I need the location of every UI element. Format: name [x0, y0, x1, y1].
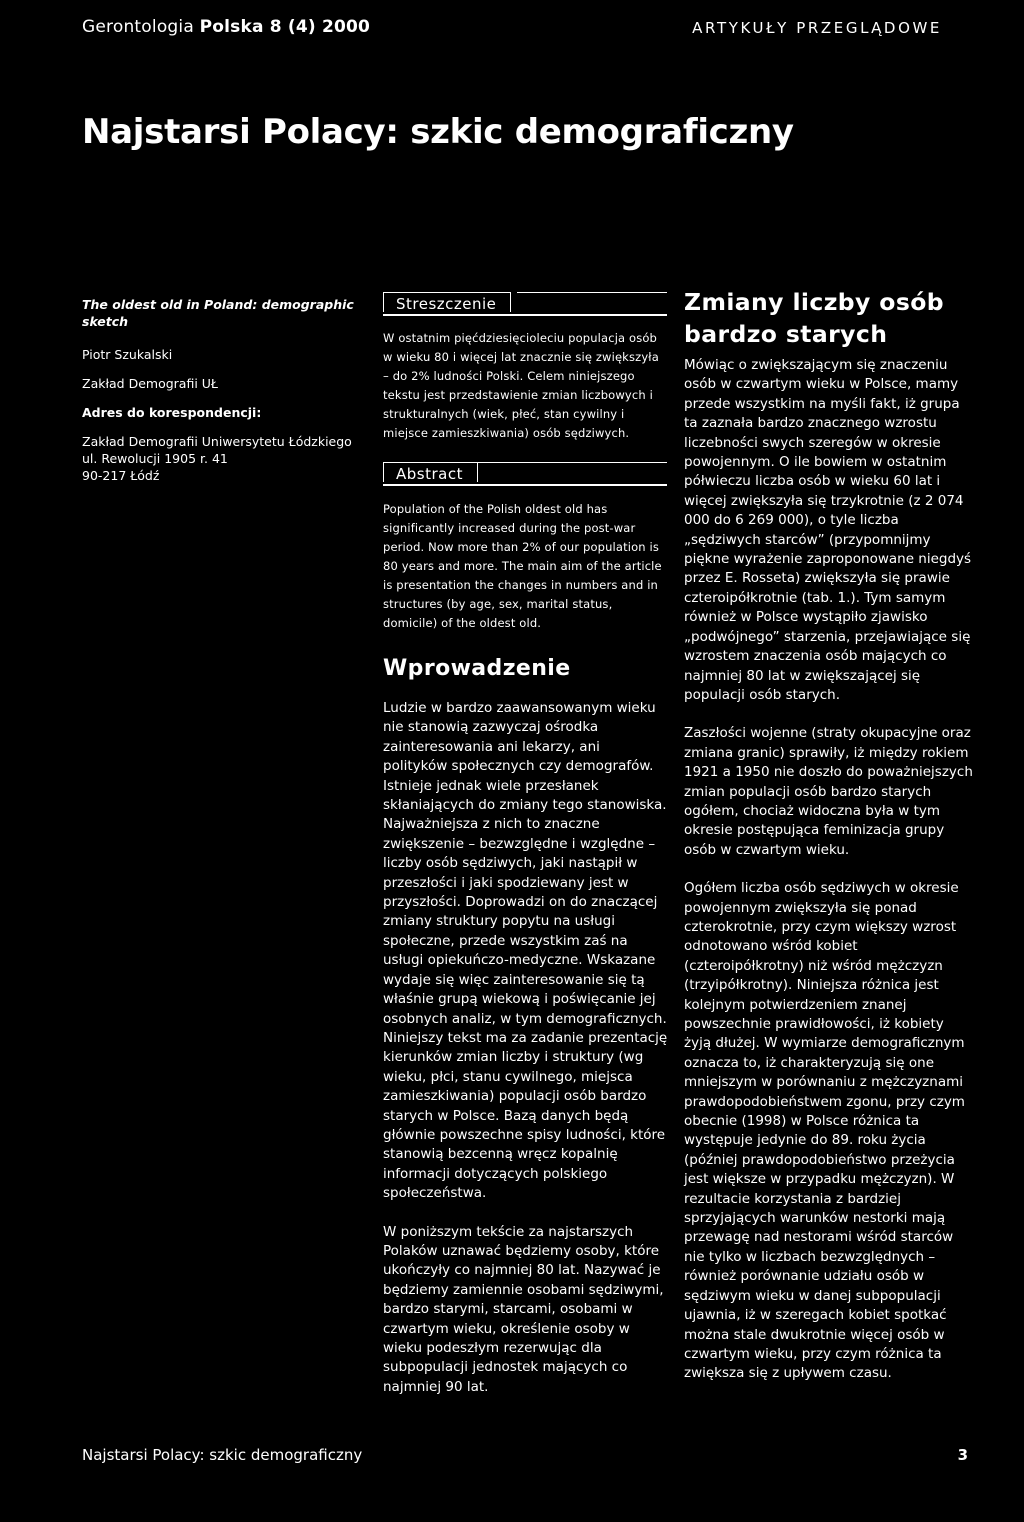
paragraph: Ogółem liczba osób sędziwych w okresie powojennym zwiększyła się ponad czterokrotnie, przy czym większy wzrost odnotowano wśród kobiet (czteroipółkrotny) niż wśród mężczyzn (trzyipółkrotny). Niniejsza różnica jest kolejnym potwierdzeniem znanej powszechnie prawidłowości, iż kobiety żyją dłużej. W wymiarze demograficznym oznacza to, iż charakteryzują się one mniejszym w porównaniu z mężczyznami prawdopodobieństwem zgonu, przy czym obecnie (1998) w Polsce różnica ta występuje jedynie do 89. roku życia (później prawdopodobieństwo przeżycia jest większe w przypadku mężczyzn). W rezultacie korzystania z bardziej sprzyjających warunków nestorki mają przewagę nad nestorami wśród starców nie tylko w liczbach bezwzględnych – również porównanie udziału osób w sędziwym wieku w danej subpopulacji ujawnia, iż w szeregach kobiet spotkać można stale dwukrotnie więcej osób w czwartym wieku, przy czym różnica ta zwiększa się z upływem czasu.: [684, 880, 965, 1382]
paragraph: Zaszłości wojenne (straty okupacyjne oraz zmiana granic) sprawiły, iż między rokiem 1921 a 1950 nie doszło do poważniejszych zmian populacji osób bardzo starych ogółem, chociaż widoczna była w tym okresie postępująca feminizacja grupy osób w czwartym wieku.: [684, 725, 973, 858]
paragraph: Mówiąc o zwiększającym się znaczeniu osób w czwartym wieku w Polsce, mamy przede wszystkim na myśli fakt, iż grupa ta zaznała bardzo znacznego wzrostu liczebności swych szeregów w okresie powojennym. O ile bowiem w ostatnim półwieczu liczba osób w wieku 60 lat i więcej zwiększyła się trzykrotnie (z 2 074 000 do 6 269 000), o tyle liczba „sędziwych starców” (przypomnijmy piękne wyrażenie zaproponowane niegdyś przez E. Rosseta) zwiększyła się prawie czteroipółkrotnie (tab. 1.). Tym samym również w Polsce wystąpiło zjawisko „podwójnego” starzenia, przejawiające się wzrostem znaczenia osób mających co najmniej 80 lat w zwiększającej się populacji osób starych.: [684, 357, 972, 703]
section-heading-wprowadzenie: Wprowadzenie: [383, 656, 571, 681]
address-heading: Adres do korespondencji:: [82, 405, 262, 420]
address-line: 90-217 Łódź: [82, 468, 160, 483]
streszczenie-label-box: [383, 292, 667, 316]
section-heading-zmiany: Zmiany liczby osób bardzo starych: [684, 288, 945, 348]
journal-name: Gerontologia: [82, 17, 200, 37]
divider: [467, 462, 667, 463]
address-line: Zakład Demografii Uniwersytetu Łódzkiego: [82, 434, 352, 449]
section-label: ARTYKUŁY PRZEGLĄDOWE: [692, 19, 942, 37]
author-name: Piotr Szukalski: [82, 347, 173, 362]
page-number: 3: [957, 1446, 968, 1464]
streszczenie-label: Streszczenie: [383, 292, 511, 312]
running-header-journal: [82, 17, 370, 37]
zmiany-body: [684, 356, 974, 1403]
abstract-label: Abstract: [383, 462, 478, 482]
running-footer-title: Najstarsi Polacy: szkic demograficzny: [82, 1446, 363, 1464]
paragraph: W poniższym tekście za najstarszych Polaków uznawać będziemy osoby, które ukończyły co najmniej 80 lat. Nazywać je będziemy zamiennie osobami sędziwymi, bardzo starymi, starcami, osobami w czwartym wieku, określenie osoby w wieku podeszłym rezerwując dla subpopulacji jednostek mających co najmniej 90 lat.: [383, 1223, 664, 1395]
author-info: [82, 296, 362, 484]
journal-issue: Polska 8 (4) 2000: [199, 17, 371, 37]
paragraph: Ludzie w bardzo zaawansowanym wieku nie stanowią zazwyczaj ośrodka zainteresowania ani lekarzy, ani polityków społecznych czy demografów. Istnieje jednak wiele przesłanek skłaniających do zmiany tego stanowiska. Najważniejsza z nich to znaczne zwiększenie – bezwzględne i względne – liczby osób sędziwych, jaki nastąpił w przeszłości i jaki spodziewany jest w przyszłości. Doprowadzi on do znaczącej zmiany struktury popytu na usługi społeczne, przede wszystkim zaś na usługi opiekuńczo-medyczne. Wskazane wydaje się więc zainteresowanie się tą właśnie grupą wiekową i poświęcanie jej osobnych analiz, w tym demograficznych. Niniejszy tekst ma za zadanie prezentację kierunków zmian liczby i struktury (wg wieku, płci, stanu cywilnego, miejsca zamieszkiwania) populacji osób bardzo starych w Polsce. Bazą danych będą głównie powszechne spisy ludności, które stanowią bezcenną wręcz kopalnię informacji dotyczących polskiego społeczeństwa.: [383, 700, 668, 1202]
streszczenie-text: W ostatnim pięćdziesięcioleciu populacja osób w wieku 80 i więcej lat znacznie się zwiększyła – do 2% ludności Polski. Celem niniejszego tekstu jest przedstawienie zmian liczbowych i strukturalnych (wiek, płeć, stan cywilny i miejsce zamieszkiwania) osób sędziwych.: [383, 331, 659, 440]
article-title: Najstarsi Polacy: szkic demograficzny: [82, 112, 794, 152]
address-line: ul. Rewolucji 1905 r. 41: [82, 451, 228, 466]
abstract-text: Population of the Polish oldest old has significantly increased during the post-war period. Now more than 2% of our population is 80 years and more. The main aim of the article is presentation the changes in numbers and in structures (by age, sex, marital status, domicile) of the oldest old.: [383, 502, 662, 630]
divider: [517, 292, 667, 293]
wprowadzenie-body: [383, 699, 668, 1416]
english-title: The oldest old in Poland: demographic sketch: [82, 297, 354, 329]
abstract-label-box: [383, 462, 667, 486]
affiliation: Zakład Demografii UŁ: [82, 376, 218, 391]
zmiany-section: [684, 286, 974, 350]
